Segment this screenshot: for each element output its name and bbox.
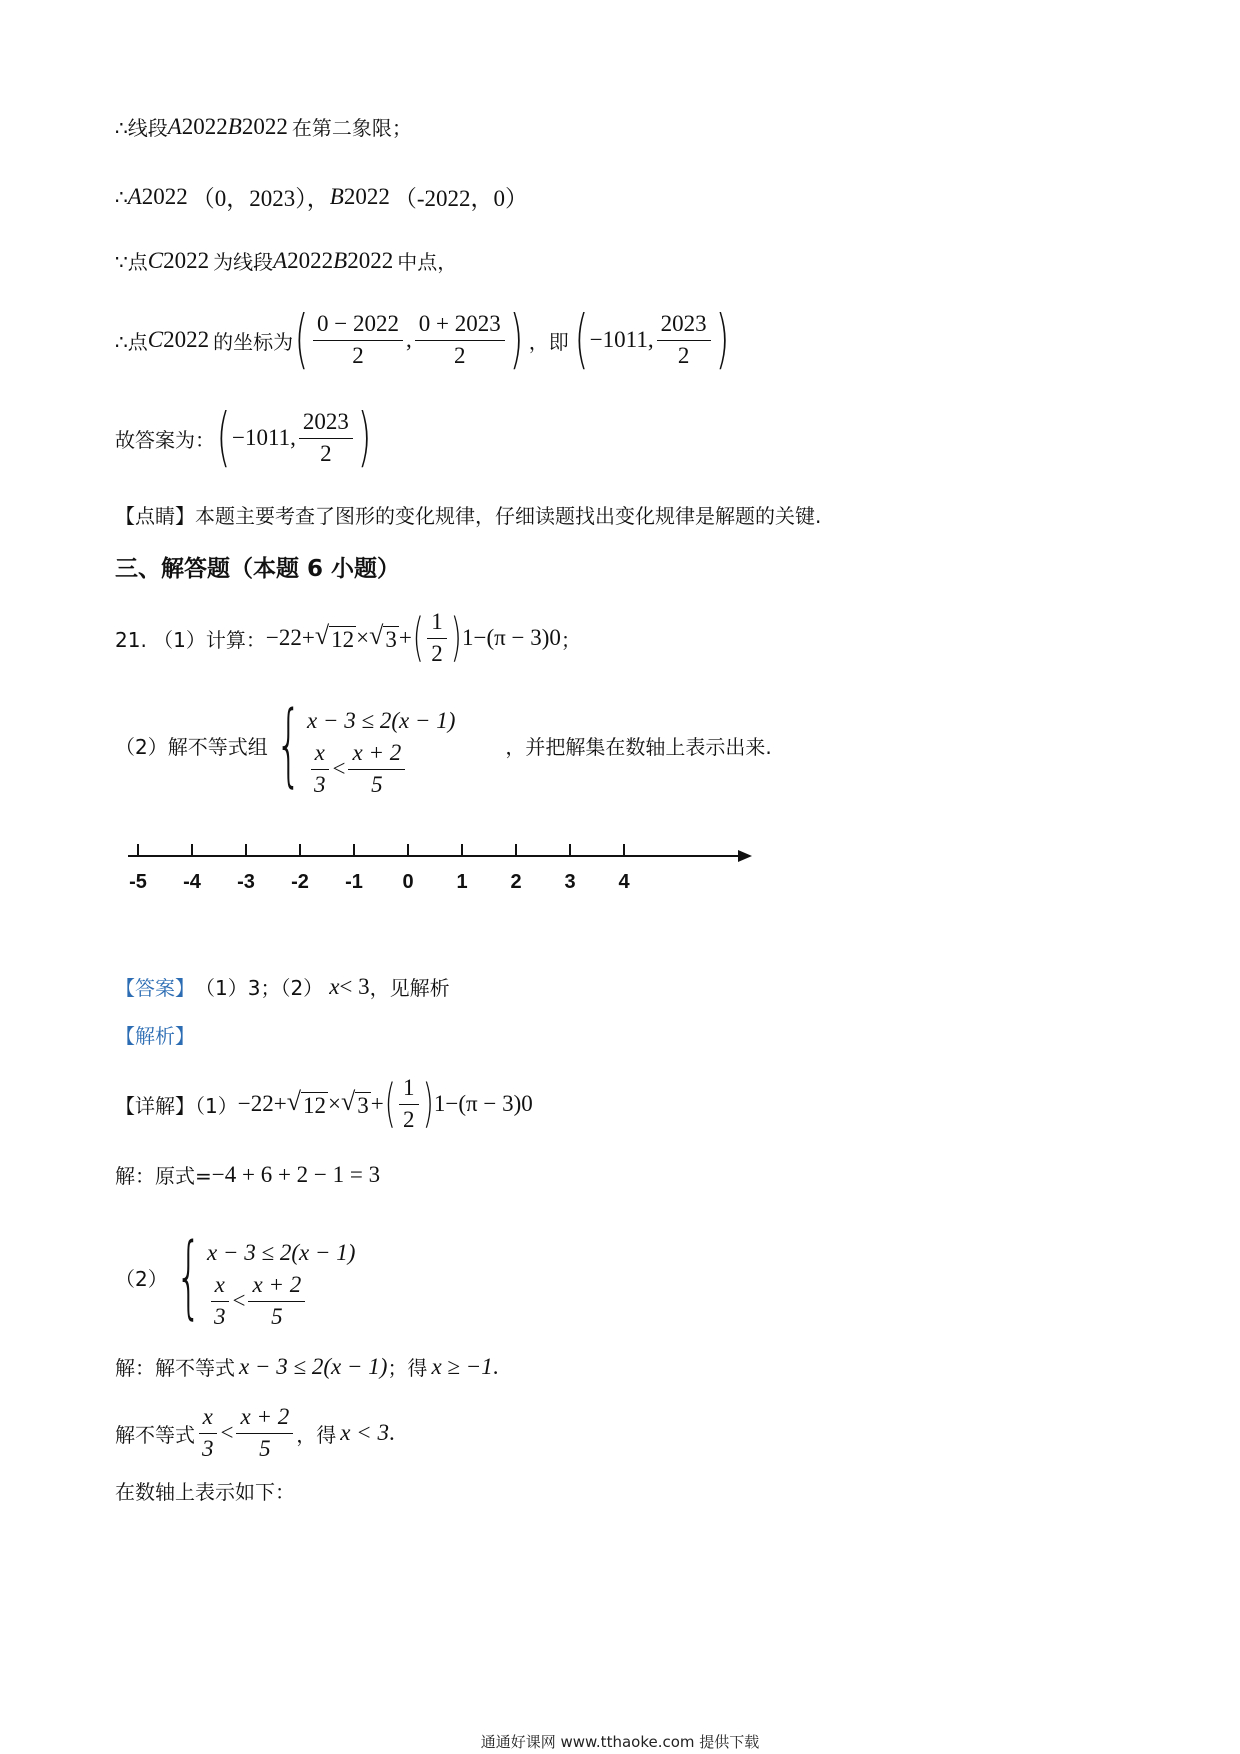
text: 为线段	[213, 250, 274, 274]
sqrt-12: √ 12	[286, 1087, 326, 1118]
left-paren: (	[294, 303, 309, 377]
text: ∴点	[115, 329, 148, 354]
result: x < 3	[340, 1420, 389, 1445]
therefore-symbol: ∴	[115, 184, 128, 209]
detail-part2-system	[115, 1222, 1180, 1332]
text: ∵点	[115, 250, 148, 274]
question-label: 21. （1）计算：	[115, 627, 266, 652]
detail-tag: 【详解】（1）	[115, 1093, 238, 1118]
right-paren: )	[450, 608, 462, 668]
solution-3	[115, 1398, 1180, 1468]
answer-tag: 【答案】	[115, 976, 195, 1000]
denominator: 2	[677, 342, 690, 368]
tick-label: 2	[510, 871, 522, 893]
inequality: x − 3 ≤ 2	[239, 1353, 324, 1379]
answer-line	[115, 972, 1180, 1001]
denominator: 2	[352, 342, 364, 368]
inequality-2: $\frac{x}{3}$ < $\frac{x + 2}{5}$	[207, 1277, 355, 1325]
part-label: （2）	[115, 1266, 168, 1291]
left-paren: (	[412, 608, 424, 668]
denominator: 2	[320, 440, 332, 466]
subscript: 2022	[241, 113, 288, 139]
point-a: A	[273, 247, 288, 273]
operator: −	[445, 1091, 459, 1116]
text: 中点，	[397, 250, 458, 274]
fraction-result-y	[299, 409, 353, 467]
inequality-system	[207, 1229, 356, 1329]
solution-2	[115, 1352, 1180, 1381]
right-paren: )	[422, 1074, 434, 1134]
text: 故答案为：	[115, 427, 215, 452]
tick-label: -3	[237, 871, 255, 893]
fraction-half: $\frac{1}{2}$	[427, 609, 447, 667]
denominator: 2	[454, 342, 466, 368]
comma: ,	[406, 327, 412, 352]
subscript: 2022	[163, 327, 210, 352]
number-line	[120, 832, 760, 902]
line-midpoint	[115, 246, 1180, 275]
text: ，即	[528, 329, 569, 354]
left-paren: (	[216, 401, 231, 475]
result-x: −1011,	[231, 425, 296, 450]
result: x ≥ −1	[431, 1353, 493, 1379]
pi-expression: (π − 3)	[458, 1091, 522, 1116]
detail-part1	[115, 1064, 1180, 1144]
text: 在第二象限；	[291, 116, 412, 140]
sqrt-3: √ 3	[340, 1087, 369, 1118]
subscript: 2022	[343, 183, 390, 209]
subscript: 2022	[181, 113, 228, 139]
inequality-1: x − 3 ≤ 2(x − 1)	[207, 1240, 356, 1265]
coordinate-a: （0，2023），	[191, 186, 330, 211]
section-title: 三、解答题（本题 6 小题）	[115, 556, 401, 582]
operator: +	[301, 625, 315, 650]
exponent: 1	[433, 1091, 446, 1116]
subscript: 2022	[287, 247, 334, 273]
operator: +	[398, 625, 412, 650]
tick-label: 4	[618, 871, 630, 893]
sqrt-3: √ 3	[369, 621, 397, 652]
line-coordinates	[115, 180, 1180, 213]
question-21-part1	[115, 598, 1180, 678]
solution-4	[115, 1476, 1180, 1505]
point-b: B	[333, 247, 348, 273]
exponent: 1	[461, 625, 474, 650]
exponent: 2	[262, 1091, 274, 1116]
text: ；得	[387, 1356, 428, 1380]
term: −2	[237, 1091, 263, 1116]
operator: ×	[356, 625, 370, 650]
right-paren: )	[509, 303, 524, 377]
paren-expression: (x − 1)	[323, 1353, 388, 1379]
punctuation: .	[388, 1420, 395, 1445]
answer-text: ，见解析	[369, 976, 450, 1000]
tick-label: -2	[291, 871, 309, 893]
subscript: 2022	[163, 247, 210, 273]
question-label: （2）解不等式组	[115, 734, 268, 759]
text: 在数轴上表示如下：	[115, 1480, 295, 1504]
pi-expression: (π − 3)	[486, 625, 550, 650]
term: −2	[265, 625, 291, 650]
fraction-left: $\frac{x}{3}$	[198, 1404, 218, 1462]
operator: <	[220, 1420, 234, 1445]
question-21-part2	[115, 690, 1180, 800]
left-paren: (	[574, 303, 589, 377]
tick-label: -1	[345, 871, 363, 893]
expression: −4 + 6 + 2 − 1 = 3	[211, 1161, 381, 1187]
operator: ×	[327, 1091, 341, 1116]
numerator: 0 − 2022	[313, 311, 403, 340]
exponent: 0	[549, 625, 561, 650]
coordinate-b: （-2022，0）	[393, 186, 529, 211]
right-paren: )	[715, 303, 729, 377]
fraction-x	[313, 311, 403, 369]
fraction-y	[415, 311, 505, 369]
inequality-system	[307, 697, 456, 797]
fraction-result-y	[657, 311, 711, 369]
text: ，得	[296, 1422, 337, 1447]
comment-text: 【点睛】本题主要考查了图形的变化规律，仔细读题找出变化规律是解题的关键.	[115, 504, 822, 528]
line-final-answer	[115, 398, 1180, 478]
numerator: 0 + 2023	[415, 311, 505, 340]
result-x: −1011,	[589, 327, 654, 352]
left-paren: (	[384, 1074, 396, 1134]
solution-1	[115, 1160, 1180, 1189]
text: 的坐标为	[213, 329, 294, 354]
operator: +	[273, 1091, 287, 1116]
analysis-line	[115, 1020, 1180, 1049]
tick-label: -4	[183, 871, 201, 893]
numerator: 2023	[299, 409, 353, 438]
section-heading	[115, 550, 1180, 583]
tick-label: 1	[456, 871, 468, 893]
tick-label: -5	[129, 871, 147, 893]
exponent: 0	[521, 1091, 533, 1116]
inequality-1: x − 3 ≤ 2(x − 1)	[307, 708, 456, 733]
inequality: < 3	[339, 973, 370, 999]
answer-text: （1）3；（2）	[195, 976, 324, 1000]
tick-label: 0	[402, 871, 414, 893]
text: ∴线段	[115, 116, 168, 140]
punctuation: .	[492, 1353, 499, 1379]
system-brace: {	[275, 692, 302, 797]
point-a: A	[167, 113, 182, 139]
text: 解：原式=	[115, 1164, 212, 1188]
point-c: C	[147, 247, 164, 273]
tick-label: 3	[564, 871, 576, 893]
variable: x	[329, 973, 340, 999]
point-b: B	[329, 183, 344, 209]
line-segment-quadrant	[115, 112, 1180, 141]
instruction-text: ，并把解集在数轴上表示出来.	[505, 734, 772, 759]
fraction-half: $\frac{1}{2}$	[399, 1075, 419, 1133]
sqrt-12: √ 12	[314, 621, 355, 652]
exponent: 2	[290, 625, 302, 650]
axis-arrow	[738, 850, 752, 862]
subscript: 2022	[141, 183, 188, 209]
line-midpoint-coordinates	[115, 300, 1180, 380]
fraction-right: $\frac{x + 2}{5}$	[236, 1404, 293, 1462]
subscript: 2022	[347, 247, 394, 273]
numerator: 2023	[657, 311, 711, 340]
point-b: B	[227, 113, 242, 139]
point-a: A	[127, 183, 142, 209]
text: 解：解不等式	[115, 1356, 235, 1380]
operator: +	[370, 1091, 384, 1116]
text: 解不等式	[115, 1422, 195, 1447]
point-c: C	[147, 327, 164, 352]
operator: −	[473, 625, 487, 650]
line-comment	[115, 500, 1180, 529]
page-footer: 通通好课网 www.tthaoke.com 提供下载	[480, 1733, 760, 1751]
punctuation: ；	[560, 627, 581, 652]
right-paren: )	[357, 401, 372, 475]
system-brace: {	[175, 1224, 202, 1329]
analysis-tag: 【解析】	[115, 1024, 195, 1048]
inequality-2: $\frac{x}{3}$ < $\frac{x + 2}{5}$	[307, 745, 455, 793]
